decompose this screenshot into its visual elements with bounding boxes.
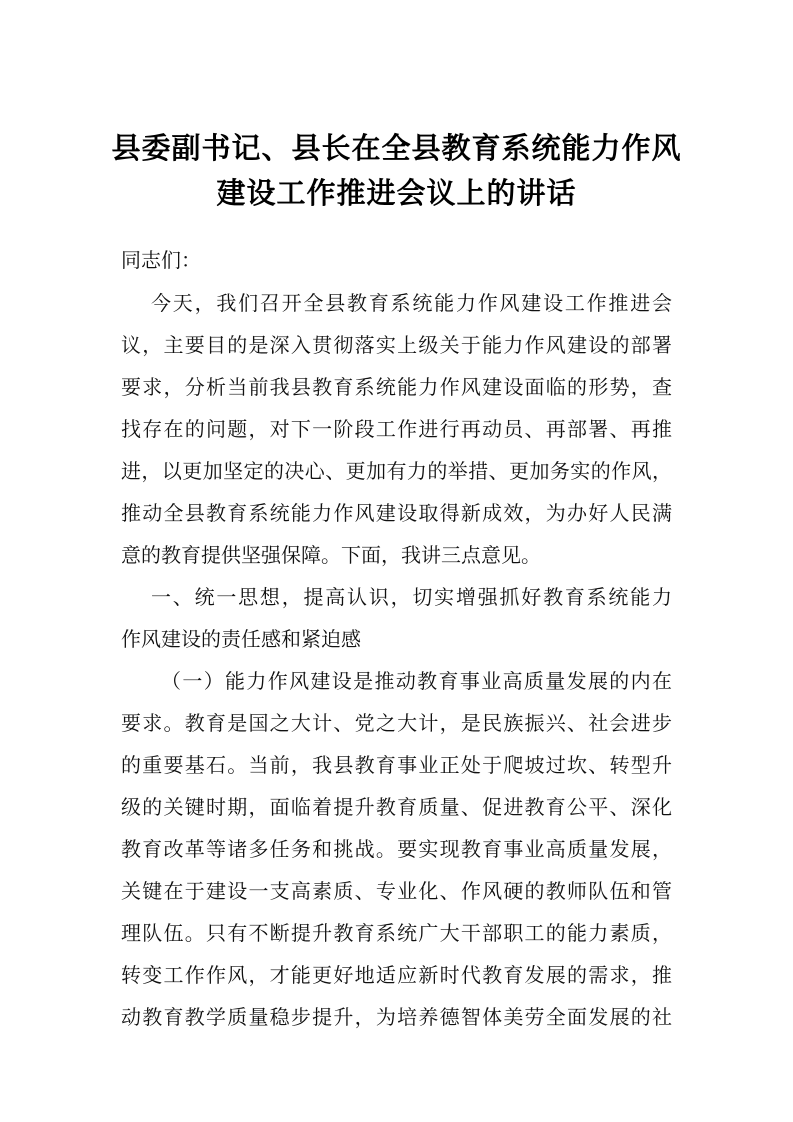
paragraph-3-line: （一）能力作风建设是推动教育事业高质量发展的内在 [161,669,672,693]
salutation: 同志们： [121,248,201,272]
paragraph-1-line: 推动全县教育系统能力作风建设取得新成效，为办好人民满 [121,501,672,525]
section-heading-line: 作风建设的责任感和紧迫感 [121,627,361,651]
section-heading-line: 一、统一思想，提高认识，切实增强抓好教育系统能力 [151,585,672,609]
paragraph-1-line: 进，以更加坚定的决心、更加有力的举措、更加务实的作风， [121,459,672,483]
paragraph-3-line: 动教育教学质量稳步提升，为培养德智体美劳全面发展的社 [121,1005,672,1029]
paragraph-1-line: 今天，我们召开全县教育系统能力作风建设工作推进会 [151,291,672,315]
paragraph-3-line: 教育改革等诸多任务和挑战。要实现教育事业高质量发展， [121,837,672,861]
paragraph-3-line: 关键在于建设一支高素质、专业化、作风硬的教师队伍和管 [121,879,672,903]
document-title-line-2: 建设工作推进会议上的讲话 [216,176,577,210]
paragraph-3-line: 的重要基石。当前，我县教育事业正处于爬坡过坎、转型升 [121,753,672,777]
paragraph-3-line: 转变工作作风，才能更好地适应新时代教育发展的需求，推 [121,963,672,987]
paragraph-3-line: 理队伍。只有不断提升教育系统广大干部职工的能力素质， [121,921,672,945]
paragraph-1-line: 要求，分析当前我县教育系统能力作风建设面临的形势，查 [121,375,672,399]
paragraph-1-line: 找存在的问题，对下一阶段工作进行再动员、再部署、再推 [121,417,672,441]
document-title-line-1: 县委副书记、县长在全县教育系统能力作风 [111,131,682,165]
paragraph-1-line: 意的教育提供坚强保障。下面，我讲三点意见。 [121,543,541,567]
paragraph-1-line: 议，主要目的是深入贯彻落实上级关于能力作风建设的部署 [121,333,672,357]
paragraph-3-line: 级的关键时期，面临着提升教育质量、促进教育公平、深化 [121,795,672,819]
paragraph-3-line: 要求。教育是国之大计、党之大计，是民族振兴、社会进步 [121,711,672,735]
